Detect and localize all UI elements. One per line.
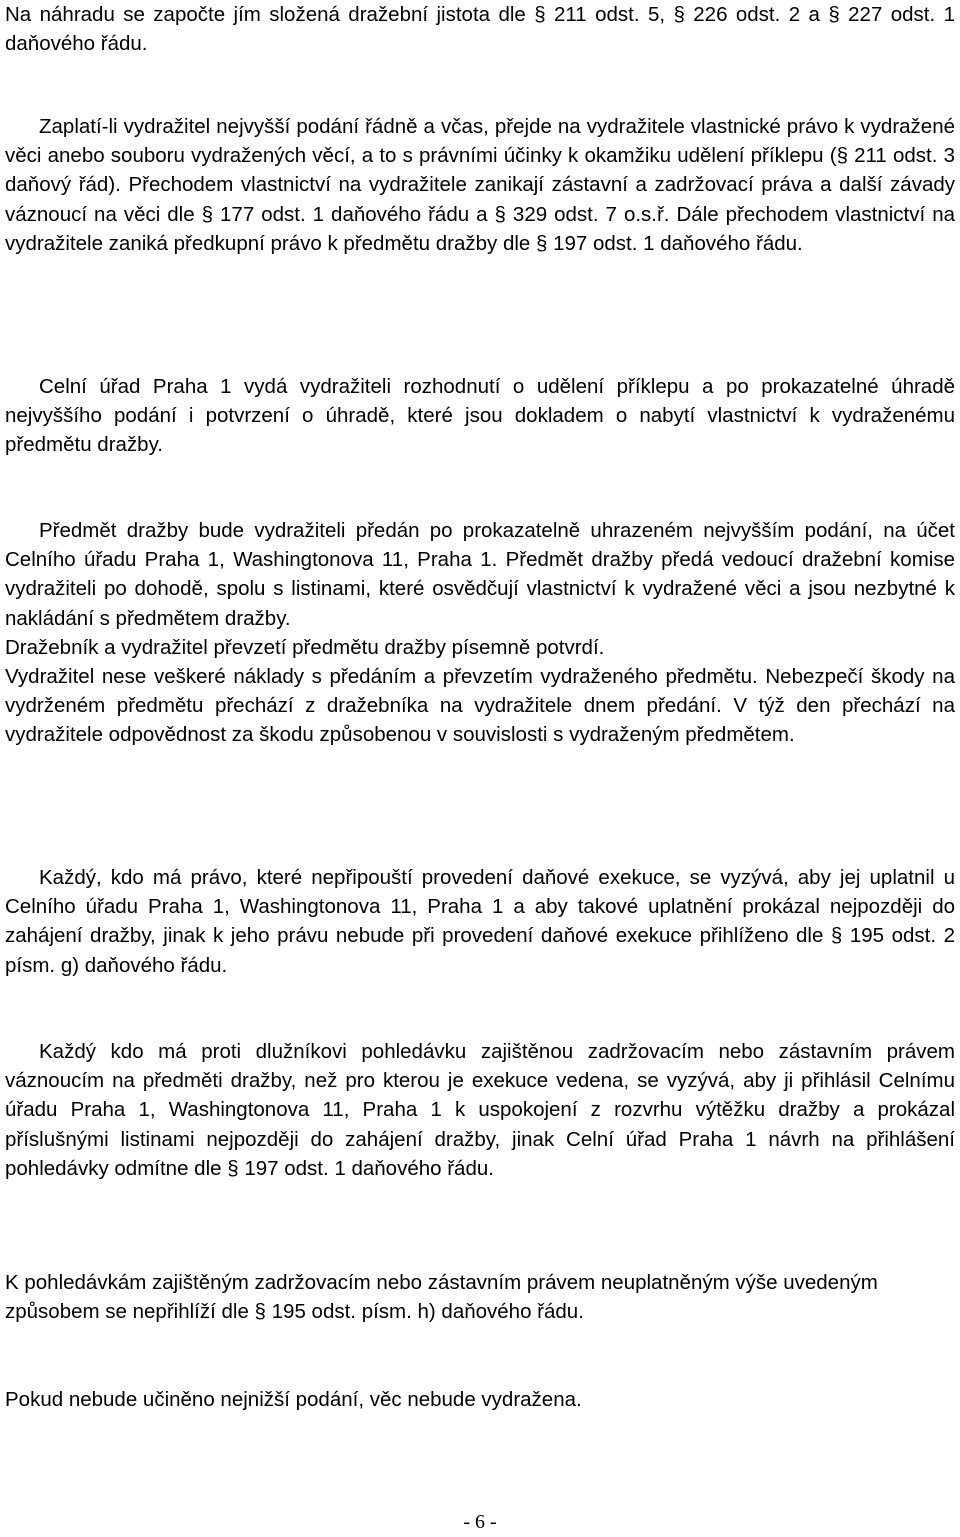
paragraph-handover-confirmation: Dražebník a vydražitel převzetí předmětu dražby písemně potvrdí. xyxy=(5,635,605,659)
paragraph-creditor-claim: Každý kdo má proti dlužníkovi pohledávku zajištěnou zadržovacím nebo zástavním právem váznoucím na předměti dražby, než pro kterou je exekuce vedena, se vyzývá, aby ji přihlásil Celnímu úřadu Praha 1, Washingtonova 11, Praha 1 k uspokojení z rozvrhu výtěžku dražby a prokázal příslušnými listinami nejpozději do zahájení dražby, jinak Celní úřad Praha 1 návrh na přihlášení pohledávky odmítne dle § 197 odst. 1 daňového řádu. xyxy=(5,1040,955,1180)
paragraph-security-deposit: Na náhradu se započte jím složená dražební jistota dle § 211 odst. 5, § 226 odst. 2 a § 227 odst. 1 daňového řádu. xyxy=(5,3,955,56)
paragraph-minimum-bid: Pokud nebude učiněno nejnižší podání, věc nebude vydražena. xyxy=(5,1388,582,1411)
paragraph-right-claim: Každý, kdo má právo, které nepřipouští provedení daňové exekuce, se vyzývá, aby jej uplatnil u Celního úřadu Praha 1, Washingtonova 11, Praha 1 a aby takové uplatnění prokázal nejpozději do zahájení dražby, jinak k jeho právu nebude při provedení daňové exekuce přihlíženo dle § 195 odst. 2 písm. g) daňového řádu. xyxy=(5,866,955,977)
paragraph-costs-and-risk: Vydražitel nese veškeré náklady s předáním a převzetím vydraženého předmětu. Nebezpečí škody na vydrženém předmětu přechází z dražebníka na vydražitele dnem předání. V týž den přechází na vydražitele odpovědnost za škodu způsobenou v souvislosti s vydraženým předmětem. xyxy=(5,665,955,747)
paragraph-group-handover xyxy=(5,516,955,750)
paragraph-handover: Předmět dražby bude vydražiteli předán po prokazatelně uhrazeném nejvyšším podání, na účet Celního úřadu Praha 1, Washingtonova 11, Praha 1. Předmět dražby předá vedoucí dražební komise vydražiteli po dohodě, spolu s listinami, které osvědčují vlastnictví k vydražené věci a jsou nezbytné k nakládání s předmětem dražby. xyxy=(5,519,955,630)
paragraph-unclaimed-receivables: K pohledávkám zajištěným zadržovacím nebo zástavním právem neuplatněným výše uvedeným způsobem se nepřihlíží dle § 195 odst. písm. h) daňového řádu. xyxy=(5,1271,878,1324)
paragraph-ownership-transfer: Zaplatí-li vydražitel nejvyšší podání řádně a včas, přejde na vydražitele vlastnické právo k vydražené věci anebo souboru vydražených věcí, a to s právními účinky k okamžiku udělení příklepu (§ 211 odst. 3 daňový řád). Přechodem vlastnictví na vydražitele zanikají zástavní a zadržovací práva a další závady váznoucí na věci dle § 177 odst. 1 daňového řádu a § 329 odst. 7 o.s.ř. Dále přechodem vlastnictví na vydražitele zaniká předkupní právo k předmětu dražby dle § 197 odst. 1 daňového řádu. xyxy=(5,115,955,255)
page-number: - 6 - xyxy=(463,1511,497,1533)
paragraph-customs-decision: Celní úřad Praha 1 vydá vydražiteli rozhodnutí o udělení příklepu a po prokazatelné úhradě nejvyššího podání i potvrzení o úhradě, které jsou dokladem o nabytí vlastnictví k vydraženému předmětu dražby. xyxy=(5,375,955,457)
